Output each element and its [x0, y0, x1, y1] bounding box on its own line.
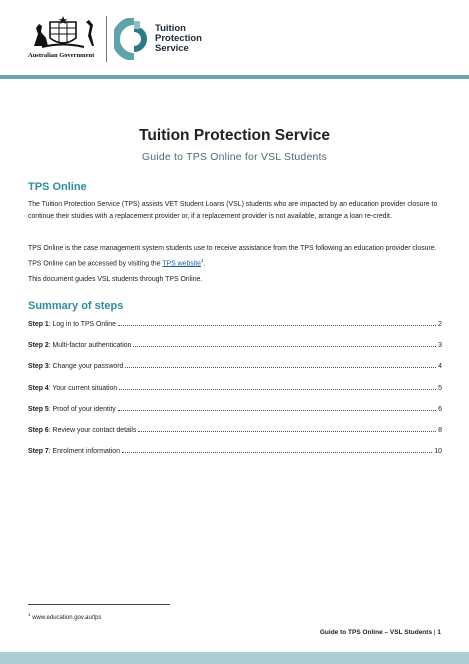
toc-entry-step-2[interactable]: Step 2 : Multi-factor authentication 3	[28, 342, 442, 350]
toc-page-number: 5	[438, 384, 442, 392]
table-of-contents	[28, 321, 442, 469]
toc-entry-step-7[interactable]: Step 7 : Enrolment information 10	[28, 448, 442, 456]
toc-page-number: 3	[438, 342, 442, 350]
toc-entry-step-3[interactable]: Step 3 : Change your password 4	[28, 363, 442, 371]
footnote: $^1$ www.education.gov.au/tps	[28, 612, 102, 621]
toc-entry-step-5[interactable]: Step 5 : Proof of your identity 6	[28, 405, 442, 413]
tps-online-paragraph: TPS Online is the case management system students use to receive assistance from the TPS following an education provider closure. TPS Online can be accessed by visiting the TPS website$^1$.	[28, 245, 437, 267]
toc-page-number: 2	[438, 321, 442, 328]
page-header	[0, 0, 469, 78]
header-divider	[106, 16, 107, 62]
toc-entry-step-6[interactable]: Step 6 : Review your contact details 8	[28, 426, 442, 434]
document-title: Tuition Protection Service	[139, 127, 330, 144]
guide-paragraph: This document guides VSL students through TPS Online.	[28, 276, 203, 283]
australian-government-logo	[28, 16, 98, 62]
section-heading-tps-online: TPS Online	[28, 181, 87, 193]
page-number: 1	[437, 629, 441, 636]
toc-entry-step-1[interactable]: Step 1 : Log in to TPS Online 2	[28, 321, 442, 328]
tps-logo-icon	[114, 18, 152, 60]
section-heading-summary: Summary of steps	[28, 300, 124, 312]
coat-of-arms-icon	[28, 16, 98, 50]
tps-logo-text: Tuition Protection Service	[155, 23, 202, 54]
footer-band	[0, 652, 469, 664]
tps-website-link[interactable]: TPS website	[162, 259, 202, 267]
intro-paragraph: The Tuition Protection Service (TPS) assists VET Student Loans (VSL) students who are impacted by an education provider closure to continue their studies with a replacement provider or, if a replacement provider is not available, arrange a loan re-credit.	[28, 201, 438, 220]
header-rule	[0, 75, 469, 79]
document-subtitle: Guide to TPS Online for VSL Students	[141, 151, 328, 163]
toc-page-number: 4	[438, 363, 442, 371]
government-logo-text: Australian Government	[28, 52, 95, 59]
toc-page-number: 6	[438, 405, 442, 413]
footnote-ref: 1	[201, 257, 204, 263]
toc-page-number: 10	[434, 448, 442, 456]
page-footer: Guide to TPS Online – VSL Students | 1	[319, 629, 441, 636]
toc-entry-step-4[interactable]: Step 4 : Your current situation 5	[28, 384, 442, 392]
footnote-rule	[28, 604, 170, 605]
toc-page-number: 8	[438, 426, 442, 434]
